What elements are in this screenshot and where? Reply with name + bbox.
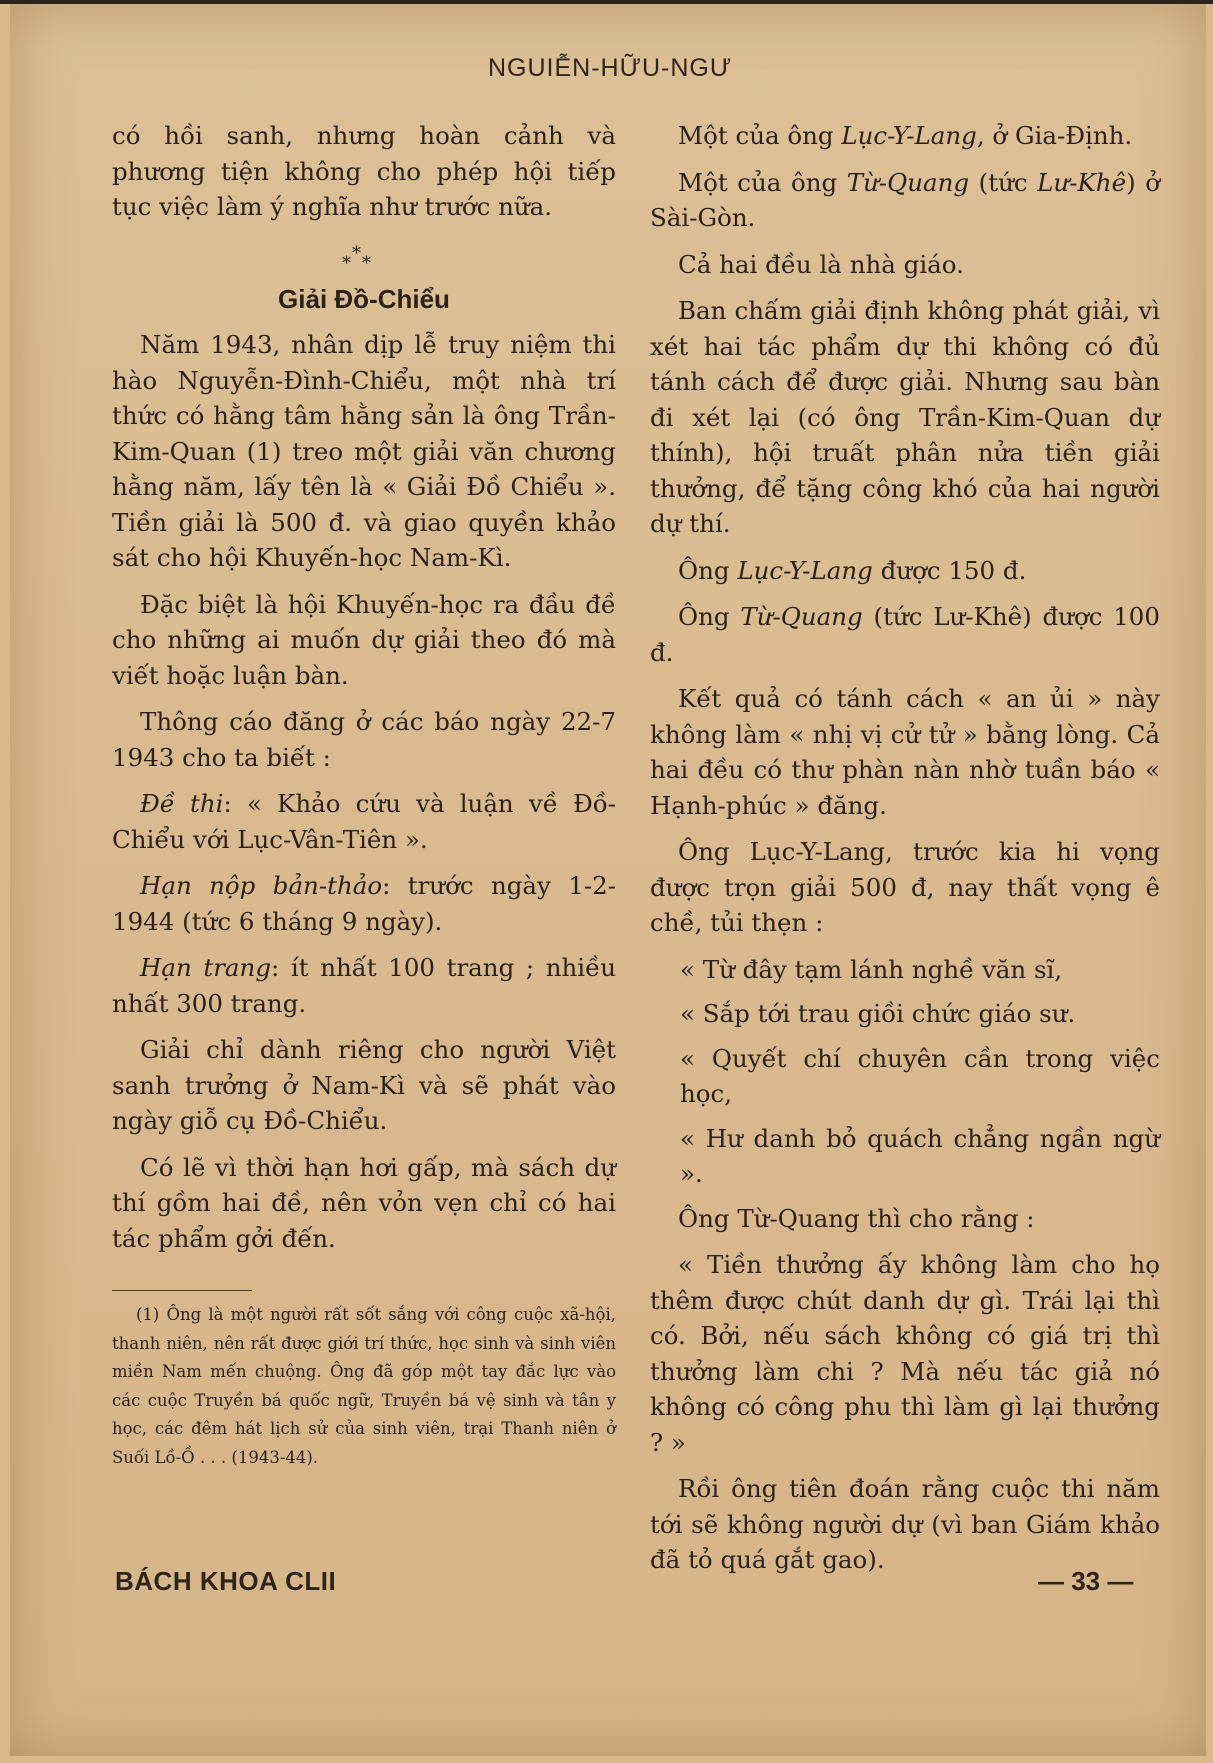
text: được 150 đ. — [872, 555, 1027, 585]
person-name: Từ-Quang — [846, 167, 970, 197]
paragraph: Kết quả có tánh cách « an ủi » này không làm « nhị vị cử tử » bằng lòng. Cả hai đều có thư phàn nàn nhờ tuần báo « Hạnh-phúc » đăng. — [650, 684, 1160, 820]
text: Ông — [678, 555, 738, 585]
paragraph — [650, 165, 1160, 236]
text: ) ở Sài-Gòn. — [650, 167, 1160, 232]
paragraph: Rồi ông tiên đoán rằng cuộc thi năm tới sẽ không người dự (vì ban Giám khảo đã tỏ quá gắt gao). — [650, 1474, 1160, 1574]
paragraph: Có lẽ vì thời hạn hơi gấp, mà sách dự thí gồm hai đề, nên vỏn vẹn chỉ có hai tác phẩm gởi đến. — [112, 1152, 616, 1253]
item-label: Hạn nộp bản-thảo — [140, 871, 383, 900]
poem-line: « Sắp tới trau giồi chức giáo sư. — [680, 999, 1076, 1028]
paragraph — [650, 599, 1160, 670]
paragraph — [650, 118, 1160, 154]
item-text: : « Khảo cứu và luận về Đồ-Chiểu với Lục-Vân-Tiên ». — [112, 789, 616, 854]
right-column — [650, 118, 1160, 1589]
announcement-item — [112, 786, 616, 857]
item-text: : trước ngày 1-2-1944 (tức 6 tháng 9 ngày). — [112, 871, 616, 936]
text: Một của ông — [678, 167, 847, 197]
footnote: (1) Ông là một người rất sốt sắng với công cuộc xã-hội, thanh niên, nên rất được giới trí thức, học sinh và sinh viên miền Nam mến chuộng. Ông đã góp một tay đắc lực vào các cuộc Truyền bá quốc ngữ, Truyền bá vệ sinh và tân y học, các đêm hát lịch sử của sinh viên, trại Thanh niên ở Suối Lồ-Ồ . . . (1943-44). — [112, 1305, 616, 1467]
paragraph — [650, 553, 1160, 589]
person-name: Lục-Y-Lang — [841, 121, 977, 150]
announcement-item — [112, 950, 616, 1021]
paragraph: Ban chấm giải định không phát giải, vì xét hai tác phẩm dự thi không có đủ tánh cách để được giải. Nhưng sau bàn đi xét lại (có ông Trần-Kim-Quan dự thính), hội truất phân nửa tiền giải thưởng, để tặng công khó của hai người dự thí. — [650, 296, 1160, 538]
person-alias: Lư-Khê — [1037, 167, 1127, 197]
item-label: Đề thi — [140, 789, 224, 818]
publication-footer: BÁCH KHOA CLII — [115, 1566, 337, 1596]
paragraph: Ông Từ-Quang thì cho rằng : — [678, 1203, 1035, 1233]
text: (tức Lư-Khê) được 100 đ. — [650, 602, 1160, 667]
paragraph: Năm 1943, nhân dịp lễ truy niệm thi hào Nguyễn-Đình-Chiểu, một nhà trí thức có hằng tâm hằng sản là ông Trần-Kim-Quan (1) treo một giải văn chương hằng năm, lấy tên là « Giải Đồ Chiểu ». Tiền giải là 500 đ. và giao quyền khảo sát cho hội Khuyến-học Nam-Kì. — [112, 330, 616, 572]
paragraph: Cả hai đều là nhà giáo. — [678, 249, 964, 279]
text: Một của ông — [678, 121, 842, 150]
person-name: Lục-Y-Lang — [737, 555, 873, 585]
paragraph: Ông Lục-Y-Lang, trước kia hi vọng được trọn giải 500 đ, nay thất vọng ê chề, tủi thẹn : — [650, 837, 1160, 937]
poem-line: « Từ đây tạm lánh nghề văn sĩ, — [680, 954, 1063, 984]
running-header: NGUIỄN-HỮU-NGƯ — [488, 54, 733, 82]
paragraph: có hồi sanh, nhưng hoàn cảnh và phương tiện không cho phép hội tiếp tục việc làm ý nghĩa như trước nữa. — [112, 121, 616, 221]
footnote-rule — [112, 1290, 252, 1291]
text: Ông — [678, 602, 741, 631]
text: (tức — [969, 167, 1038, 197]
text: , ở Gia-Định. — [976, 121, 1133, 150]
item-text: : ít nhất 100 trang ; nhiều nhất 300 trang. — [112, 953, 616, 1018]
left-column — [112, 118, 616, 1472]
page-number: — 33 — — [1038, 1566, 1134, 1596]
paragraph: Giải chỉ dành riêng cho người Việt sanh trưởng ở Nam-Kì và sẽ phát vào ngày giỗ cụ Đồ-Chiểu. — [112, 1035, 616, 1135]
person-name: Từ-Quang — [740, 602, 863, 631]
poem-line: « Quyết chí chuyên cần trong việc học, — [680, 1043, 1160, 1108]
section-ornament: * * * — [342, 242, 371, 274]
quote-paragraph: « Tiền thưởng ấy không làm cho họ thêm được chút danh dự gì. Trái lại thì có. Bởi, nếu sách không có giá trị thì thưởng làm chi ? Mà nếu tác giả nó không có công phu thì làm gì lại thưởng ? » — [650, 1250, 1160, 1457]
section-title: Giải Đồ-Chiểu — [278, 283, 450, 314]
poem-line: « Hư danh bỏ quách chẳng ngần ngừ ». — [680, 1123, 1160, 1188]
paragraph: Thông cáo đăng ở các báo ngày 22-7 1943 cho ta biết : — [112, 707, 616, 772]
announcement-item — [112, 868, 616, 939]
paragraph: Đặc biệt là hội Khuyến-học ra đầu đề cho những ai muốn dự giải theo đó mà viết hoặc luận bàn. — [112, 589, 616, 690]
item-label: Hạn trang — [140, 953, 272, 982]
